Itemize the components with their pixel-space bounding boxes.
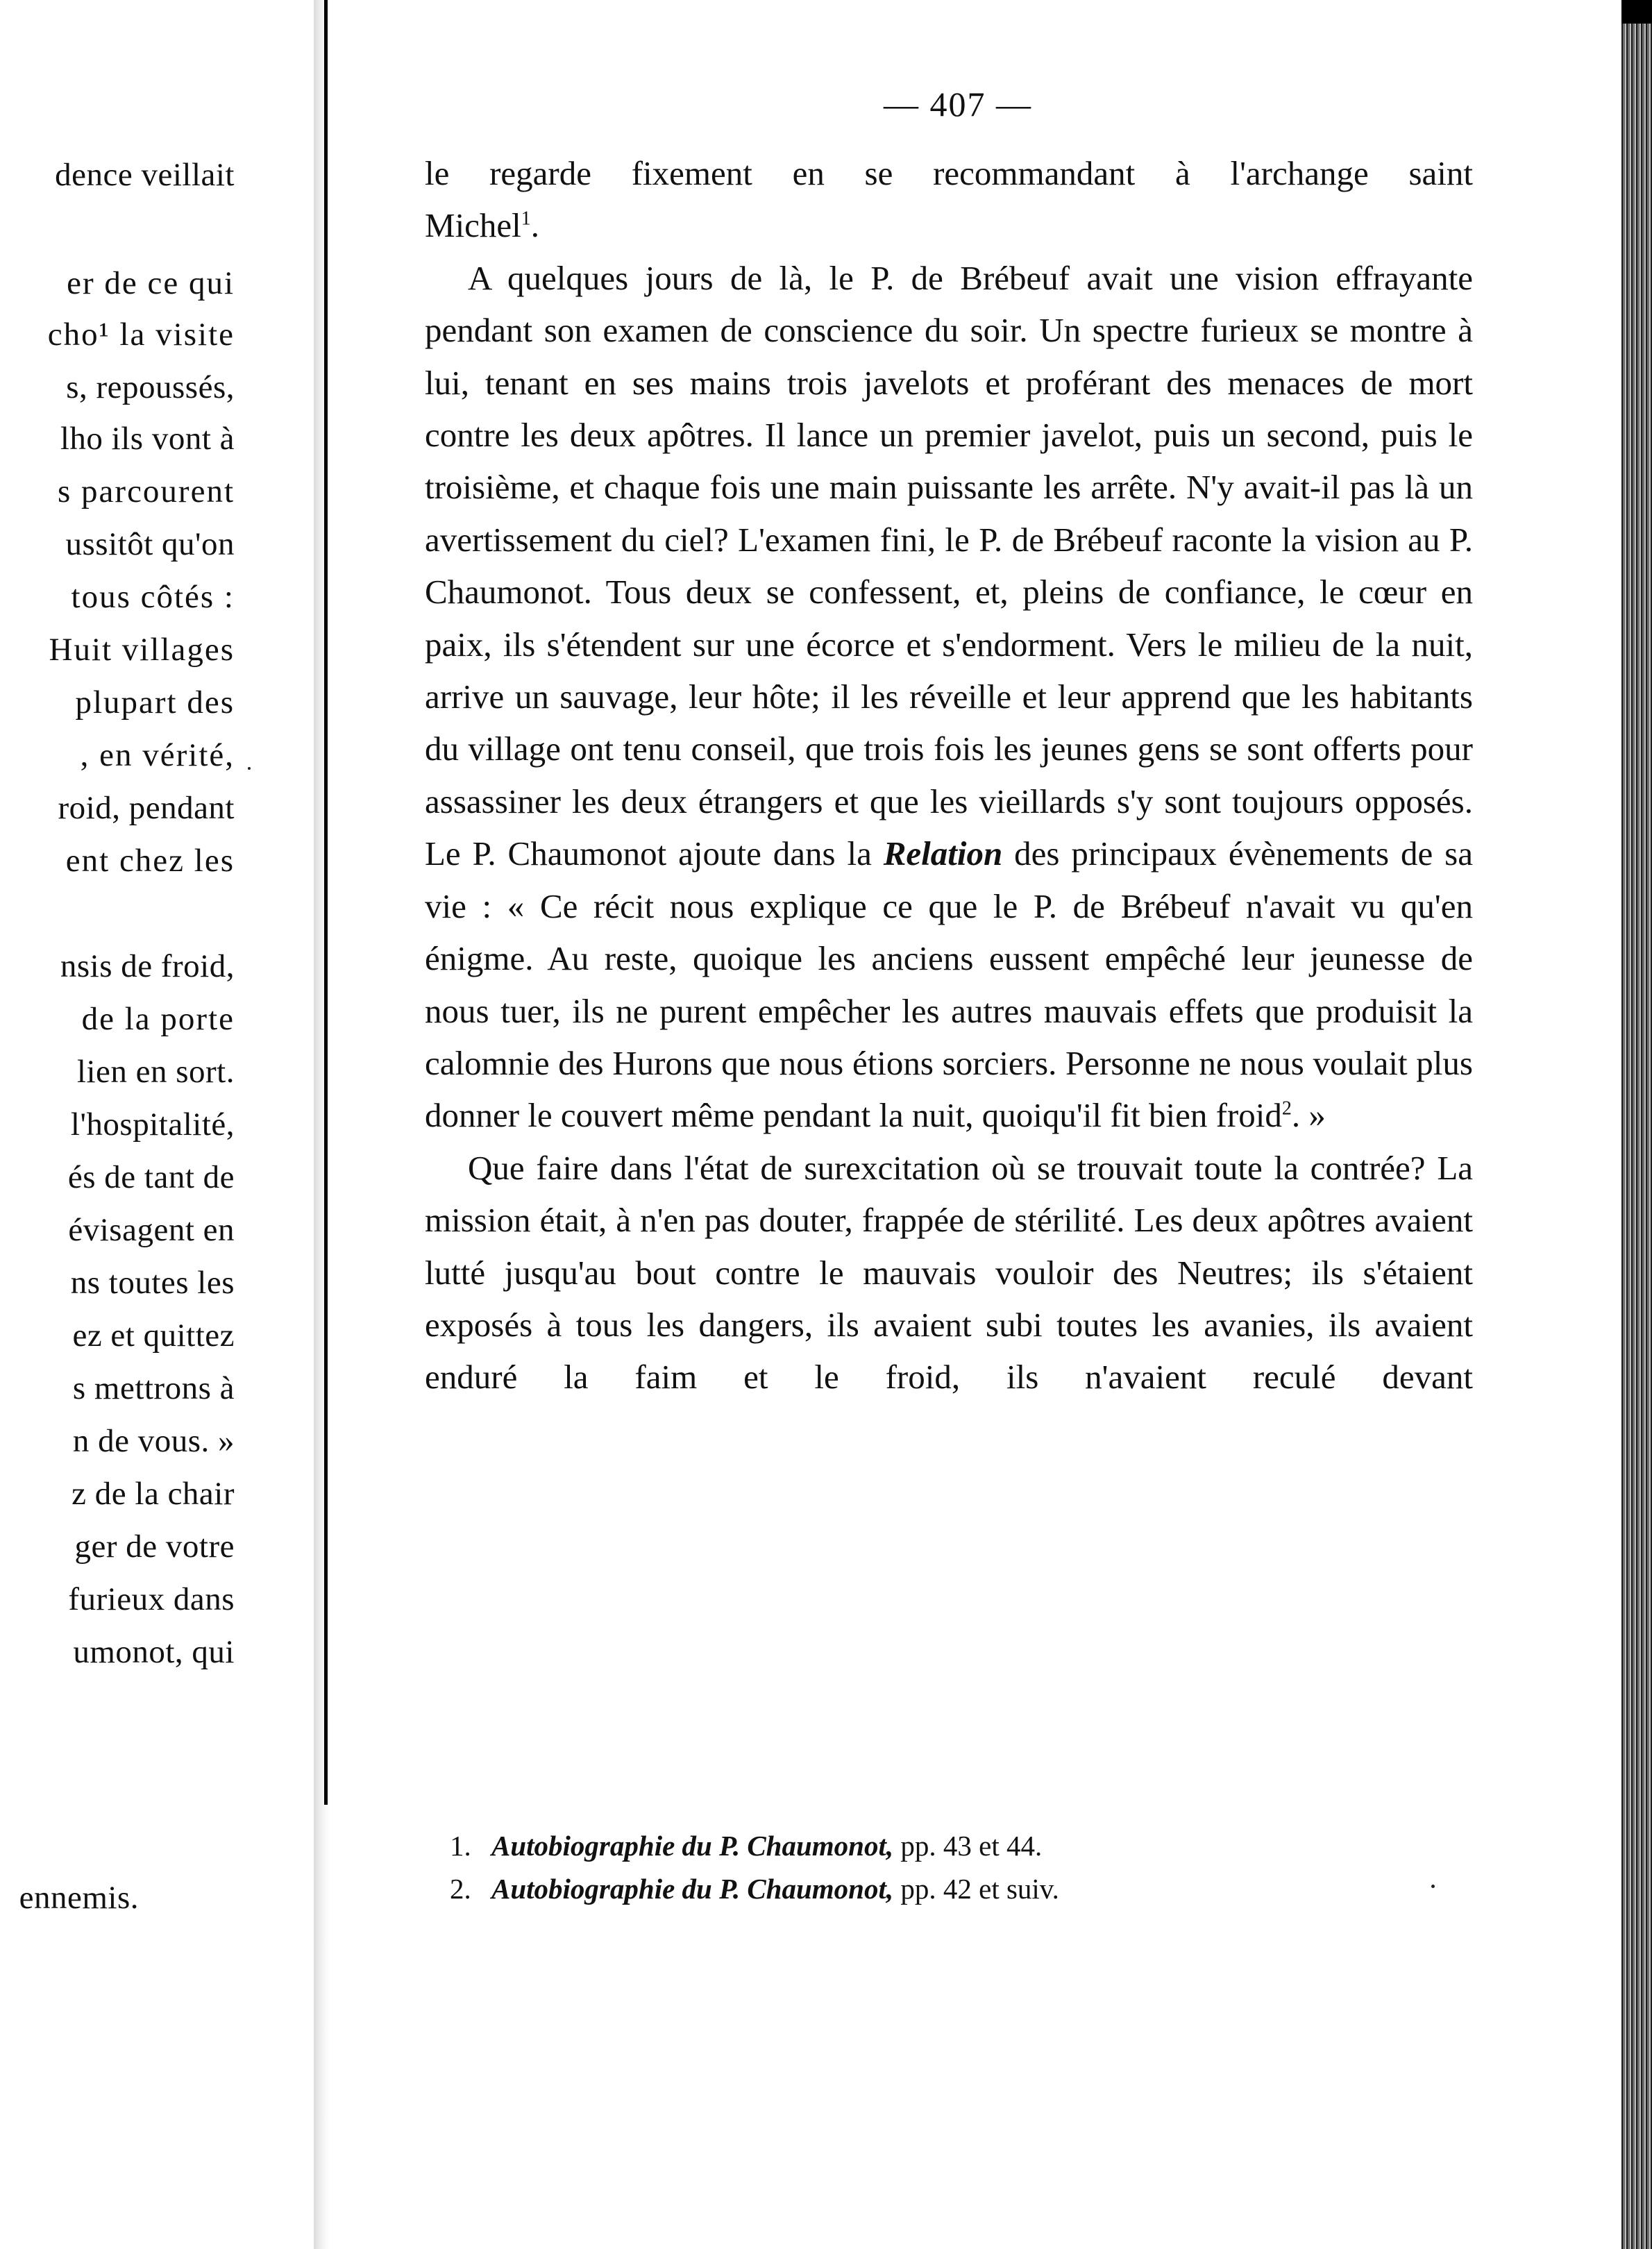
footnote-1-ref: pp. 43 et 44.	[900, 1830, 1043, 1862]
left-page-line: és de tant de	[67, 1159, 235, 1195]
paragraph-1	[425, 147, 1473, 252]
left-page-line: , en vérité,	[80, 737, 235, 773]
paragraph-1-line-1: le regarde fixement en se recommandant à l'archange saint	[425, 154, 1473, 192]
left-page-line: cho¹ la visite	[47, 317, 235, 353]
footnote-ref-1[interactable]: 1	[521, 208, 531, 230]
left-page-line: Huit villages	[49, 632, 235, 668]
footnote-2-number: 2.	[450, 1873, 471, 1905]
left-page-line: z de la chair	[71, 1476, 235, 1512]
left-page-line: roid, pendant	[58, 790, 235, 826]
paragraph-2-continued: des principaux évènements de sa vie : « Ce récit nous explique ce que le P. de Brébeuf n'avait vu qu'en énigme. Au reste, quoique les anciens eussent empêché leur jeunesse de nous tuer, ils ne purent empêcher les autres mauvais effets que produisit la calomnie des Hurons que nous étions sorciers. Personne ne nous voulait plus donner le couvert même pendant la nuit, quoiqu'il fit bien froid	[425, 834, 1473, 1135]
left-page-line: ns toutes les	[70, 1265, 235, 1301]
left-page-line: umonot, qui	[73, 1634, 235, 1670]
gutter-shadow-line	[324, 0, 328, 1805]
book-gutter	[314, 0, 330, 2249]
paragraph-2-end: . »	[1291, 1096, 1326, 1135]
left-page-line: ent chez les	[65, 843, 235, 879]
footnote-ref-2[interactable]: 2	[1281, 1097, 1292, 1120]
left-page-line: nsis de froid,	[60, 948, 235, 984]
footnote-1-number: 1.	[450, 1830, 471, 1862]
left-page-line: ussitôt qu'on	[65, 526, 235, 562]
footnote-2-ref: pp. 42 et suiv.	[900, 1873, 1059, 1905]
left-page-line: lho ils vont à	[60, 421, 235, 457]
left-page-line: s parcourent	[58, 473, 235, 509]
left-page-line: plupart des	[75, 684, 235, 721]
left-page-line: lien en sort.	[76, 1054, 235, 1090]
left-page-line: furieux dans	[68, 1581, 235, 1617]
left-page-line: de la porte	[81, 1001, 235, 1037]
left-page-line: s, repoussés,	[66, 369, 235, 405]
paragraph-1-end: .	[530, 206, 540, 245]
left-page-line: tous côtés :	[71, 579, 235, 615]
paragraph-3	[425, 1142, 1473, 1404]
paragraph-3-text: Que faire dans l'état de surexcitation où se trouvait toute la contrée? La mission était, à n'en pas douter, frappée de stérilité. Les deux apôtres avaient lutté jusqu'au bout contre le mauvais vouloir des Neutres; ils s'étaient exposés à tous les dangers, ils avaient subi toutes les avanies, ils avaient enduré la faim et le froid, ils n'avaient reculé devant	[425, 1148, 1473, 1397]
footnotes	[450, 1824, 1366, 1910]
left-page-line: s mettrons à	[72, 1370, 235, 1406]
paragraph-1-line-2: Michel	[425, 206, 521, 245]
page-number: — 407 —	[884, 85, 1032, 124]
page-edges	[1621, 0, 1652, 2249]
footnote-1	[450, 1824, 1366, 1867]
left-page-line: ennemis.	[19, 1880, 139, 1916]
footnote-1-title: Autobiographie du P. Chaumonot,	[491, 1830, 894, 1862]
left-page-line: évisagent en	[68, 1212, 235, 1248]
paragraph-2-text: A quelques jours de là, le P. de Brébeuf avait une vision effrayante pendant son examen de conscience du soir. Un spectre furieux se montre à lui, tenant en ses mains trois javelots et proférant des menaces de mort contre les deux apôtres. Il lance un premier javelot, puis un second, puis le troisième, et chaque fois une main puissante les arrête. N'y avait-il pas là un avertissement du ciel? L'examen fini, le P. de Brébeuf raconte la vision au P. Chaumonot. Tous deux se confessent, et, pleins de confiance, le cœur en paix, ils s'étendent sur une écorce et s'endorment. Vers le milieu de la nuit, arrive un sauvage, leur hôte; il les réveille et leur apprend que les habitants du village ont tenu conseil, que trois fois les jeunes gens se sont offerts pour assassiner les deux étrangers et que les vieillards s'y sont toujours opposés. Le P. Chaumonot ajoute dans la	[425, 258, 1473, 873]
left-page-line: ez et quittez	[72, 1317, 235, 1354]
paragraph-2	[425, 252, 1473, 1142]
ink-speck	[248, 767, 251, 770]
left-page-line: n de vous. »	[72, 1423, 235, 1459]
left-page-line: l'hospitalité,	[70, 1106, 235, 1143]
page-edge-top	[1621, 0, 1652, 24]
left-page-line: ger de votre	[74, 1528, 235, 1565]
footnote-2	[450, 1867, 1366, 1910]
relation-italic: Relation	[883, 834, 1003, 873]
ink-speck	[1431, 1885, 1435, 1888]
footnote-2-title: Autobiographie du P. Chaumonot,	[491, 1873, 894, 1905]
main-text	[425, 147, 1473, 1404]
left-page-line: er de ce qui	[67, 265, 235, 301]
left-page-line: dence veillait	[55, 157, 235, 193]
left-page	[0, 0, 314, 2249]
